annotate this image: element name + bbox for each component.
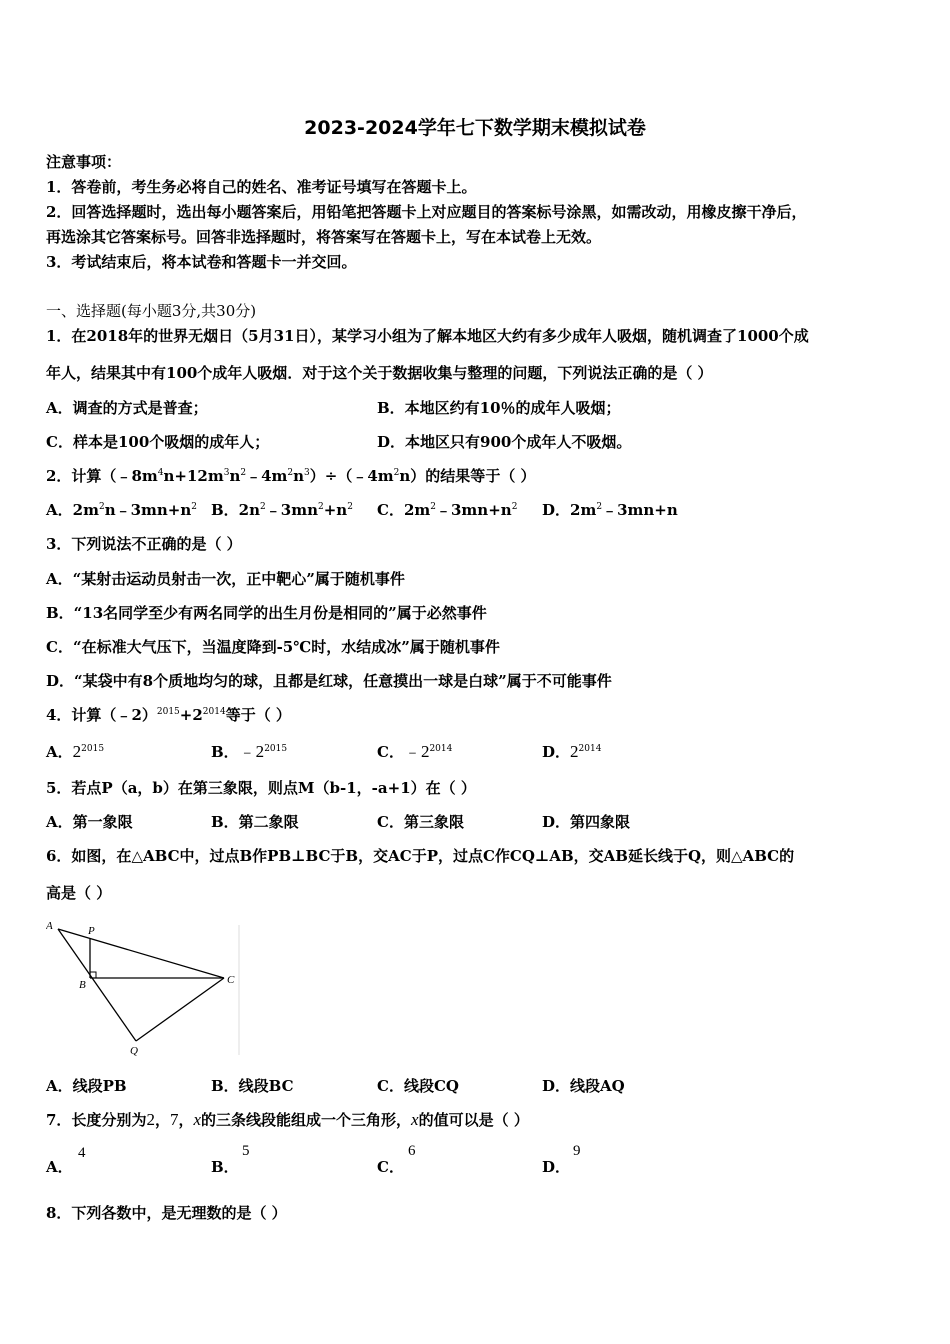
q6-stem-line1: 6．如图，在△ABC中，过点B作PB⊥BC于B，交AC于P，过点C作CQ⊥AB，交AB延长线于Q，则△ABC的 [46,847,795,865]
notice-heading: 注意事项： [46,153,122,171]
q6-option-c: C．线段CQ [377,1077,459,1095]
q6-option-a: A．线段PB [46,1077,127,1095]
q8-stem: 8．下列各数中，是无理数的是（ ） [46,1204,287,1222]
q2-option-a: A．$2m^2n﹣3mn+n^2$ [46,501,198,519]
q1-stem-line1: 1．在2018年的世界无烟日（5月31日），某学习小组为了解本地区大约有多少成年人吸烟，随机调查了1000个成 [46,327,809,345]
q1-option-c: C．样本是100个吸烟的成年人； [46,433,270,451]
q3-option-b: B．“13名同学至少有两名同学的出生月份是相同的”属于必然事件 [46,604,487,622]
q6-option-d: D．线段AQ [542,1077,625,1095]
q2-option-d: D．$2m^2﹣3mn+n$ [542,501,678,519]
q4-option-c: C．$﹣2^{2014}$ [377,742,453,761]
q7-option-c: C． [377,1158,404,1176]
label-a: A [46,920,53,932]
q4-option-a: A．$2^{2015}$ [46,742,105,761]
section-heading: 一、选择题(每小题3分,共30分) [46,302,257,320]
q5-option-a: A．第一象限 [46,813,133,831]
segment-ac [58,929,224,978]
q5-option-b: B．第二象限 [211,813,299,831]
q7-option-a: A． [46,1158,73,1176]
q7-option-b: B． [211,1158,239,1176]
q7-option-d-value: 9 [573,1143,581,1159]
segment-qc [136,978,224,1041]
q2-option-b: B．$2n^2﹣3mn^2+n^2$ [211,501,353,519]
notice-item-2: 2．回答选择题时，选出每小题答案后，用铅笔把答题卡上对应题目的答案标号涂黑，如需改动，用橡皮擦干净后， [46,203,807,221]
q1-stem-line2: 年人，结果其中有100个成年人吸烟．对于这个关于数据收集与整理的问题，下列说法正确的是（ ） [46,364,713,382]
q7-stem: 7．长度分别为2，7，x的三条线段能组成一个三角形，x的值可以是（ ） [46,1110,529,1129]
q4-stem: 4．计算$(﹣2)^{2015}+2^{2014}$等于（ ） [46,706,291,724]
notice-item-2-cont: 再选涂其它答案标号。回答非选择题时，将答案写在答题卡上，写在本试卷上无效。 [46,228,602,246]
q7-option-a-value: 4 [78,1145,86,1161]
q6-option-b: B．线段BC [211,1077,294,1095]
q2-option-c: C．$2m^2﹣3mn+n^2$ [377,501,518,519]
q4-option-b: B．$﹣2^{2015}$ [211,742,288,761]
q7-option-c-value: 6 [408,1143,416,1159]
q2-stem: 2．计算$(﹣8m^4n+12m^3n^2﹣4m^2n^3)\div(﹣4m^2n)$的结果等于（ ） [46,467,536,485]
segment-aq [58,929,136,1041]
q1-option-d: D．本地区只有900个成年人不吸烟。 [377,433,632,451]
q4-option-d: D．$2^{2014}$ [542,742,602,761]
q5-option-d: D．第四象限 [542,813,631,831]
q1-option-b: B．本地区约有10％的成年人吸烟； [377,399,621,417]
q6-stem-line2: 高是（ ） [46,884,112,902]
q3-stem: 3．下列说法不正确的是（ ） [46,535,242,553]
q3-option-c: C．“在标准大气压下，当温度降到-5℃时，水结成冰”属于随机事件 [46,638,500,656]
q7-option-d: D． [542,1158,571,1176]
q7-option-b-value: 5 [242,1143,250,1159]
page-title: 2023-2024学年七下数学期末模拟试卷 [304,117,646,139]
label-q: Q [130,1045,138,1057]
notice-item-1: 1．答卷前，考生务必将自己的姓名、准考证号填写在答题卡上。 [46,178,477,196]
q5-stem: 5．若点P（a，b）在第三象限，则点M（b-1，-a+1）在（ ） [46,779,476,797]
q3-option-d: D．“某袋中有8个质地均匀的球，且都是红球，任意摸出一球是白球”属于不可能事件 [46,672,612,690]
q3-option-a: A．“某射击运动员射击一次，正中靶心”属于随机事件 [46,570,405,588]
label-b: B [79,979,86,991]
q5-option-c: C．第三象限 [377,813,464,831]
label-c: C [227,974,235,986]
triangle-figure [46,920,242,1060]
notice-item-3: 3．考试结束后，将本试卷和答题卡一并交回。 [46,253,357,271]
q1-option-a: A．调查的方式是普查； [46,399,208,417]
label-p: P [88,925,95,937]
